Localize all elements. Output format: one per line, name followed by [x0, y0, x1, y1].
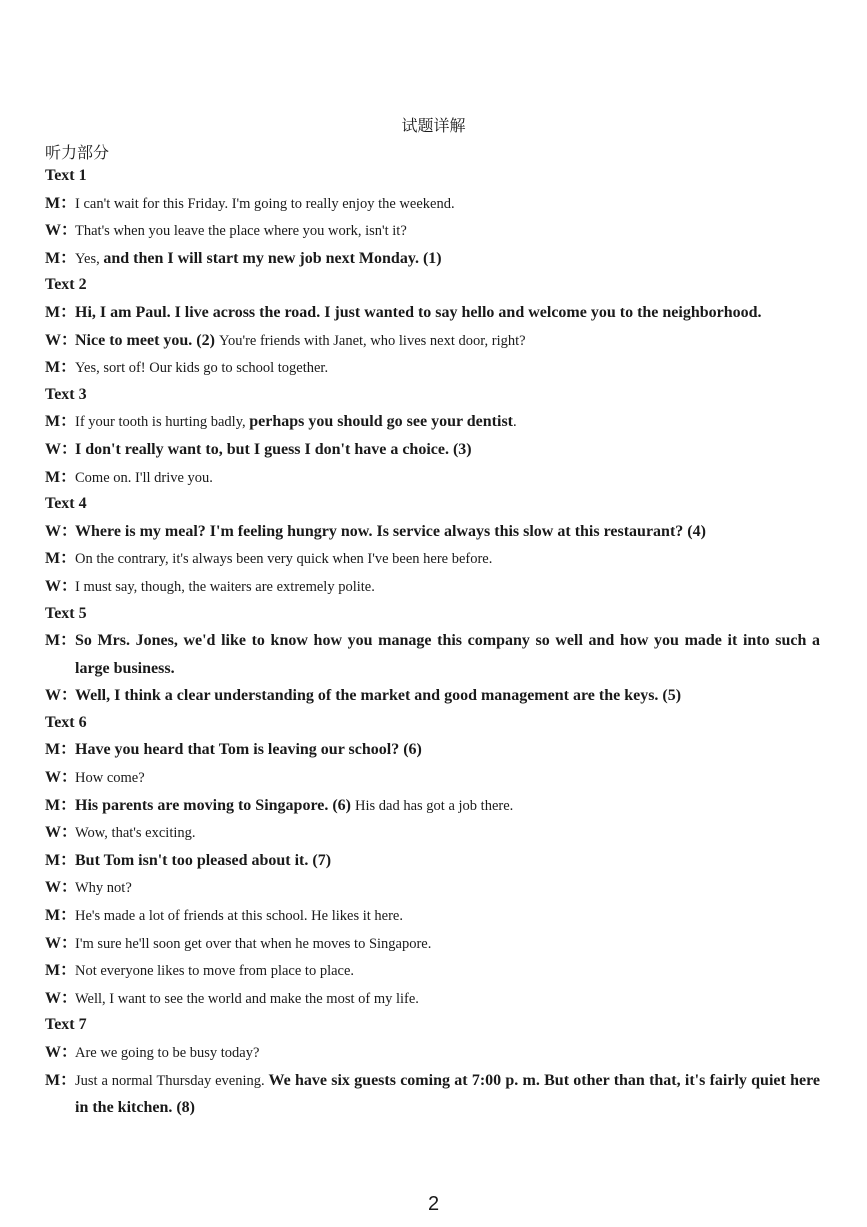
speaker-label: M： [45, 962, 77, 980]
speaker-label: M： [45, 1071, 77, 1089]
text-heading: Text 1 [45, 167, 87, 184]
dialogue-text: That's when you leave the place where you work, isn't it? [75, 223, 407, 240]
dialogue-text: Well, I want to see the world and make the most of my life. [75, 990, 419, 1007]
transcript-content [45, 163, 820, 1122]
dialogue-text: His dad has got a job there. [355, 797, 514, 814]
dialogue-line [45, 764, 820, 792]
dialogue-text: Are we going to be busy today? [75, 1045, 260, 1061]
dialogue-line [45, 573, 820, 601]
speaker-label: M： [45, 359, 77, 377]
answer-text: Hi, I am Paul. I live across the road. I just wanted to say hello and welcome you to the neighborhood. [75, 303, 762, 321]
dialogue-text: Come on. I'll drive you. [75, 469, 213, 486]
speaker-label: M： [45, 194, 77, 212]
answer-text: I don't really want to, but I guess I don't have a choice. (3) [75, 440, 472, 458]
dialogue-text: Just a normal Thursday evening. [75, 1072, 269, 1089]
section-heading: 听力部分 [45, 143, 110, 162]
answer-text: and then I will start my new job next Monday. (1) [103, 249, 442, 267]
speaker-label: W： [45, 222, 78, 240]
dialogue-text: On the contrary, it's always been very quick when I've been here before. [75, 551, 493, 568]
text-heading: Text 6 [45, 713, 87, 731]
speaker-label: M： [45, 249, 77, 267]
speaker-label: M： [45, 741, 77, 759]
dialogue-text: If your tooth is hurting badly, [75, 414, 250, 431]
dialogue-line [45, 408, 820, 436]
answer-text: perhaps you should go see your dentist [249, 413, 514, 431]
dialogue-line [45, 327, 820, 355]
dialogue-text: Yes, sort of! Our kids go to school together. [75, 360, 329, 377]
dialogue-line [45, 985, 820, 1013]
dialogue-line [45, 874, 820, 902]
speaker-label: M： [45, 413, 77, 431]
dialogue-text: Why not? [75, 880, 132, 897]
text-heading: Text 4 [45, 495, 87, 513]
dialogue-line [45, 464, 820, 492]
answer-text: We have six guests coming at 7:00 p. m. But other than that, it's fairly quiet here in the kitchen. (8) [75, 1071, 820, 1117]
speaker-label: W： [45, 331, 78, 349]
dialogue-text: I can't wait for this Friday. I'm going to really enjoy the weekend. [75, 195, 455, 212]
dialogue-line [45, 819, 820, 847]
page-number: 2 [427, 1193, 440, 1215]
speaker-label: M： [45, 468, 77, 486]
dialogue-line [45, 902, 820, 930]
answer-text: Nice to meet you. (2) [75, 331, 219, 349]
speaker-label: W： [45, 879, 78, 897]
speaker-label: W： [45, 989, 78, 1007]
dialogue-line [45, 627, 820, 682]
speaker-label: M： [45, 632, 77, 650]
answer-text: So Mrs. Jones, we'd like to know how you manage this company so well and how you made it into such a large business. [75, 632, 820, 677]
dialogue-line [45, 957, 820, 985]
dialogue-line [45, 190, 820, 218]
dialogue-line [45, 354, 820, 382]
dialogue-line [45, 518, 820, 546]
dialogue-line [45, 792, 820, 820]
speaker-label: M： [45, 550, 77, 568]
dialogue-line [45, 545, 820, 573]
dialogue-line [45, 1039, 820, 1067]
text-heading: Text 5 [45, 604, 87, 622]
dialogue-line [45, 682, 820, 710]
text-heading: Text 2 [45, 276, 87, 294]
speaker-label: M： [45, 851, 77, 869]
dialogue-text: He's made a lot of friends at this school. He likes it here. [75, 908, 403, 925]
speaker-label: W： [45, 769, 78, 787]
dialogue-text: Not everyone likes to move from place to place. [75, 963, 355, 980]
speaker-label: W： [45, 824, 78, 842]
dialogue-text: I must say, though, the waiters are extremely polite. [75, 578, 375, 595]
dialogue-line [45, 736, 820, 764]
speaker-label: M： [45, 907, 77, 925]
speaker-label: M： [45, 303, 77, 321]
dialogue-text: Yes, [75, 250, 104, 267]
answer-text: Have you heard that Tom is leaving our school? (6) [75, 741, 422, 759]
dialogue-line [45, 217, 820, 245]
dialogue-text: How come? [75, 770, 145, 787]
speaker-label: W： [45, 934, 78, 952]
speaker-label: M： [45, 796, 77, 814]
answer-text: Where is my meal? I'm feeling hungry now. Is service always this slow at this restaurant? (4) [75, 522, 706, 540]
dialogue-text: . [513, 414, 517, 431]
dialogue-line [45, 847, 820, 875]
page-title: 试题详解 [401, 116, 466, 135]
answer-text: Well, I think a clear understanding of the market and good management are the keys. (5) [75, 687, 682, 705]
dialogue-line [45, 245, 820, 273]
dialogue-text: You're friends with Janet, who lives next door, right? [218, 332, 526, 349]
speaker-label: W： [45, 522, 78, 540]
dialogue-line [45, 1067, 820, 1122]
dialogue-line [45, 930, 820, 958]
dialogue-line [45, 299, 820, 327]
answer-text: But Tom isn't too pleased about it. (7) [75, 851, 332, 869]
dialogue-text: Wow, that's exciting. [75, 825, 196, 842]
dialogue-text: I'm sure he'll soon get over that when he moves to Singapore. [75, 935, 432, 952]
speaker-label: W： [45, 577, 78, 595]
text-heading: Text 7 [45, 1016, 87, 1034]
speaker-label: W： [45, 1044, 78, 1061]
speaker-label: W： [45, 440, 78, 458]
speaker-label: W： [45, 687, 78, 705]
dialogue-line [45, 436, 820, 464]
answer-text: His parents are moving to Singapore. (6) [75, 796, 356, 814]
text-heading: Text 3 [45, 385, 87, 403]
